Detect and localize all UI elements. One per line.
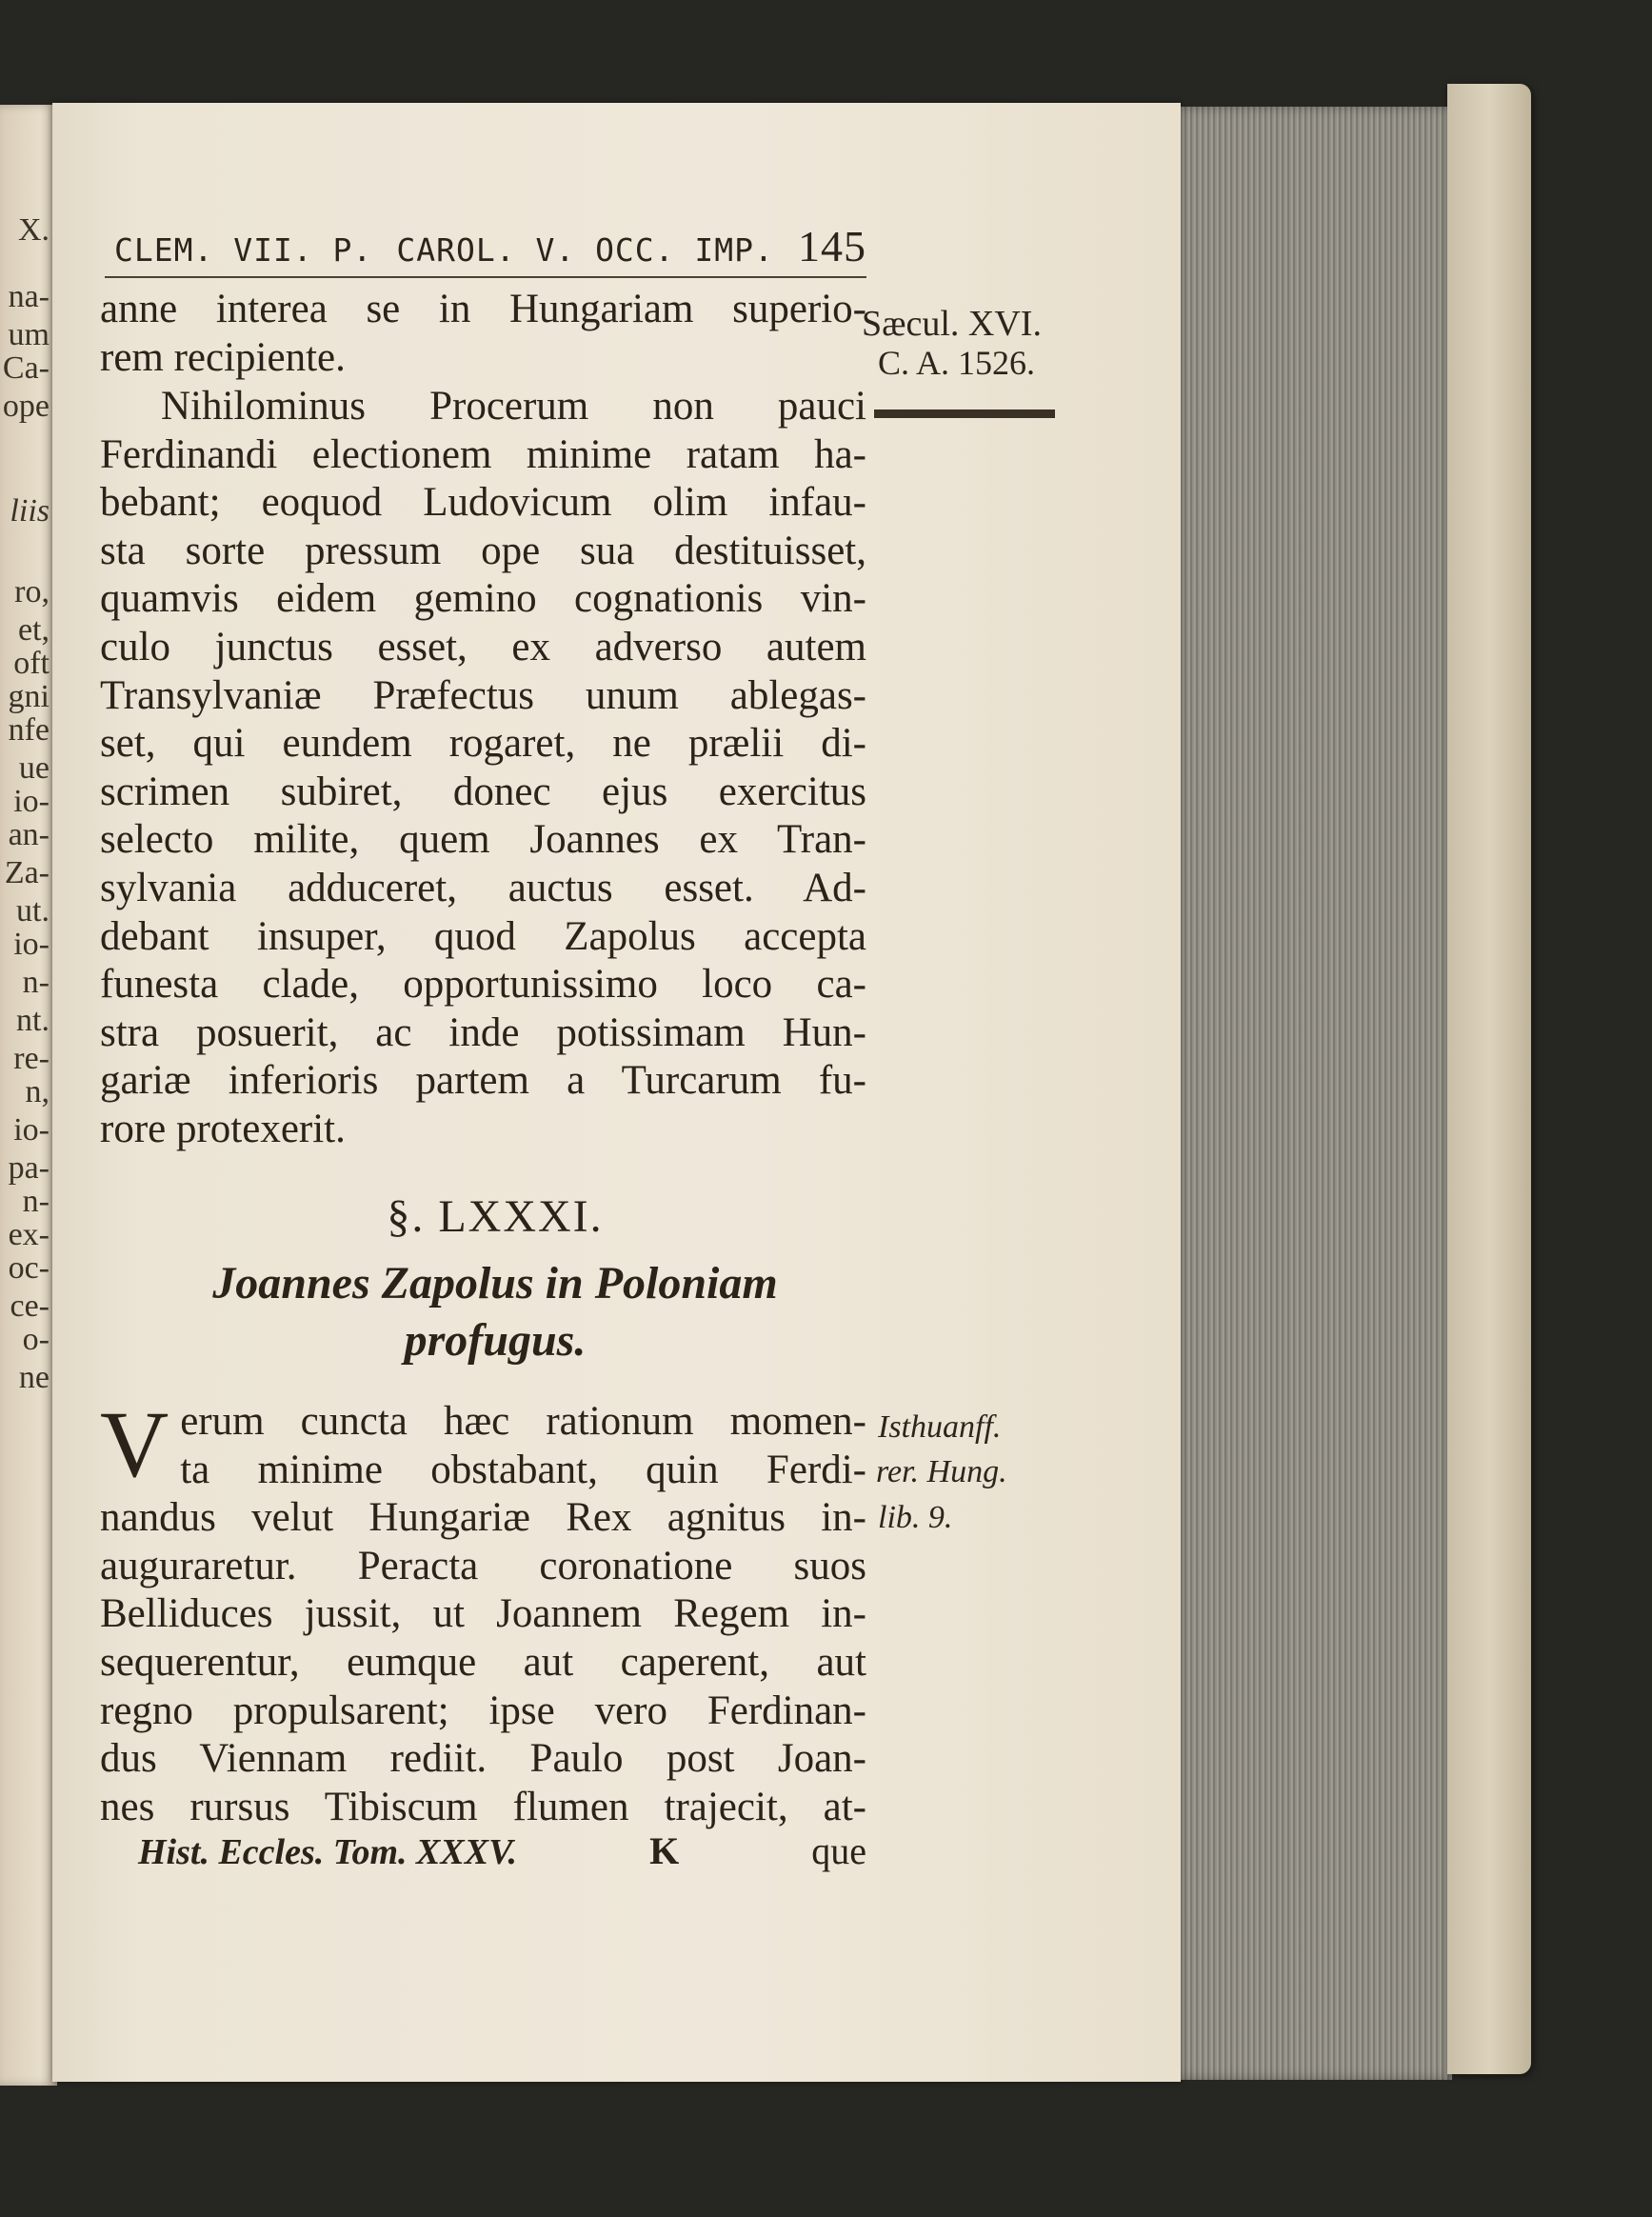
left-page-edge xyxy=(0,105,57,2086)
paragraph-1 xyxy=(100,286,866,382)
left-page-fragment: X. xyxy=(17,212,50,248)
left-page-fragment: ut. xyxy=(16,893,50,929)
paragraph-3 xyxy=(100,1391,866,1831)
text-line: debant insuper, quod Zapolus accepta xyxy=(100,913,866,959)
text-line: set, qui eundem rogaret, ne prælii di- xyxy=(100,721,866,767)
page-stack-edge xyxy=(1176,107,1452,2080)
left-page-fragment: ro, xyxy=(14,574,50,609)
left-page-fragment: oc- xyxy=(8,1250,50,1286)
left-page-fragment: liis xyxy=(10,493,50,529)
left-page-fragment: io- xyxy=(13,784,50,819)
catchword: que xyxy=(811,1829,866,1872)
margin-year: C. A. 1526. xyxy=(878,344,1036,382)
left-page-fragment: nfe xyxy=(8,712,50,748)
margin-saeculum: Sæcul. XVI. xyxy=(862,304,1042,344)
text-line: scrimen subiret, donec ejus exercitus xyxy=(100,769,866,814)
header-left: CLEM. VII. P. xyxy=(114,231,373,269)
left-page-fragment: ope xyxy=(2,389,50,424)
left-page-fragment: n, xyxy=(25,1074,50,1109)
text-line: sylvania adduceret, auctus esset. Ad- xyxy=(100,865,866,910)
text-line: erum cuncta hæc rationum momen- xyxy=(180,1399,866,1444)
text-line: sta sorte pressum ope sua destituisset, xyxy=(100,528,866,573)
left-page-fragment: et, xyxy=(17,612,50,648)
section-title xyxy=(105,1255,886,1369)
margin-ref-author: Isthuanff. xyxy=(878,1409,1002,1445)
left-page-fragment: Ca- xyxy=(2,350,50,386)
section-number: §. LXXXI. xyxy=(387,1191,604,1242)
text-line: regno propulsarent; ipse vero Ferdinan- xyxy=(100,1688,866,1733)
left-page-fragment: na- xyxy=(8,279,50,314)
left-page-fragment: an- xyxy=(8,817,50,852)
left-page-fragment: ue xyxy=(18,750,50,786)
left-page-fragment: oft xyxy=(13,646,50,681)
text-line: nandus velut Hungariæ Rex agnitus in- xyxy=(100,1495,866,1541)
margin-rule xyxy=(874,409,1055,418)
text-line: quamvis eidem gemino cognationis vin- xyxy=(100,576,866,622)
left-page-fragment: um xyxy=(8,317,50,352)
left-page-fragment: n- xyxy=(22,1184,50,1219)
text-line: nes rursus Tibiscum flumen trajecit, at- xyxy=(100,1784,866,1829)
running-header xyxy=(114,221,866,271)
left-page-fragment: ne xyxy=(18,1360,50,1395)
left-page-fragment: pa- xyxy=(8,1150,50,1186)
left-page-fragment: io- xyxy=(13,1112,50,1148)
text-line: rem recipiente. xyxy=(100,334,346,380)
cover-edge xyxy=(1447,84,1531,2074)
left-page-fragment: nt. xyxy=(16,1003,50,1038)
left-page-fragment: Za- xyxy=(4,855,50,890)
section-title-line: Joannes Zapolus in Poloniam xyxy=(212,1258,778,1308)
text-line: selecto milite, quem Joannes ex Tran- xyxy=(100,817,866,863)
header-rule xyxy=(105,276,866,278)
text-line: rore protexerit. xyxy=(100,1106,346,1151)
page-number: 145 xyxy=(798,222,866,270)
text-line: dus Viennam rediit. Paulo post Joan- xyxy=(100,1736,866,1782)
header-center: CAROL. V. OCC. IMP. xyxy=(396,231,774,269)
text-line: Transylvaniæ Præfectus unum ablegas- xyxy=(100,672,866,718)
signature-line: Hist. Eccles. Tom. XXXV. xyxy=(138,1832,518,1872)
text-line: auguraretur. Peracta coronatione suos xyxy=(100,1543,866,1588)
text-line: bebant; eoquod Ludovicum olim infau- xyxy=(100,480,866,526)
text-line: funesta clade, opportunissimo loco ca- xyxy=(100,962,866,1008)
text-line: Belliduces jussit, ut Joannem Regem in- xyxy=(100,1591,866,1637)
left-page-fragment: re- xyxy=(13,1041,50,1076)
section-title-line: profugus. xyxy=(404,1315,587,1366)
text-line: Ferdinandi electionem minime ratam ha- xyxy=(100,431,866,477)
text-line: ta minime obstabant, quin Ferdi- xyxy=(180,1447,866,1492)
text-line: culo junctus esset, ex adverso autem xyxy=(100,624,866,669)
left-page-fragment: o- xyxy=(22,1322,50,1357)
left-page-fragment: ce- xyxy=(10,1288,50,1324)
text-line: stra posuerit, ac inde potissimam Hun- xyxy=(100,1009,866,1055)
gathering-mark: K xyxy=(649,1829,680,1872)
left-page-fragment: io- xyxy=(13,927,50,962)
left-page-fragment: gni xyxy=(8,679,50,714)
drop-cap: V xyxy=(100,1391,169,1497)
margin-ref-work: rer. Hung. xyxy=(876,1454,1007,1489)
left-page-fragment: ex- xyxy=(8,1217,50,1252)
margin-ref-book: lib. 9. xyxy=(878,1500,953,1535)
page-footer xyxy=(138,1828,866,1873)
text-line: anne interea se in Hungariam superio- xyxy=(100,287,866,331)
left-page-fragment: n- xyxy=(22,965,50,1000)
text-line: Nihilominus Procerum non pauci xyxy=(161,384,866,429)
text-line: gariæ inferioris partem a Turcarum fu- xyxy=(100,1058,866,1104)
text-line: sequerentur, eumque aut caperent, aut xyxy=(100,1639,866,1685)
paragraph-2 xyxy=(100,383,866,1154)
